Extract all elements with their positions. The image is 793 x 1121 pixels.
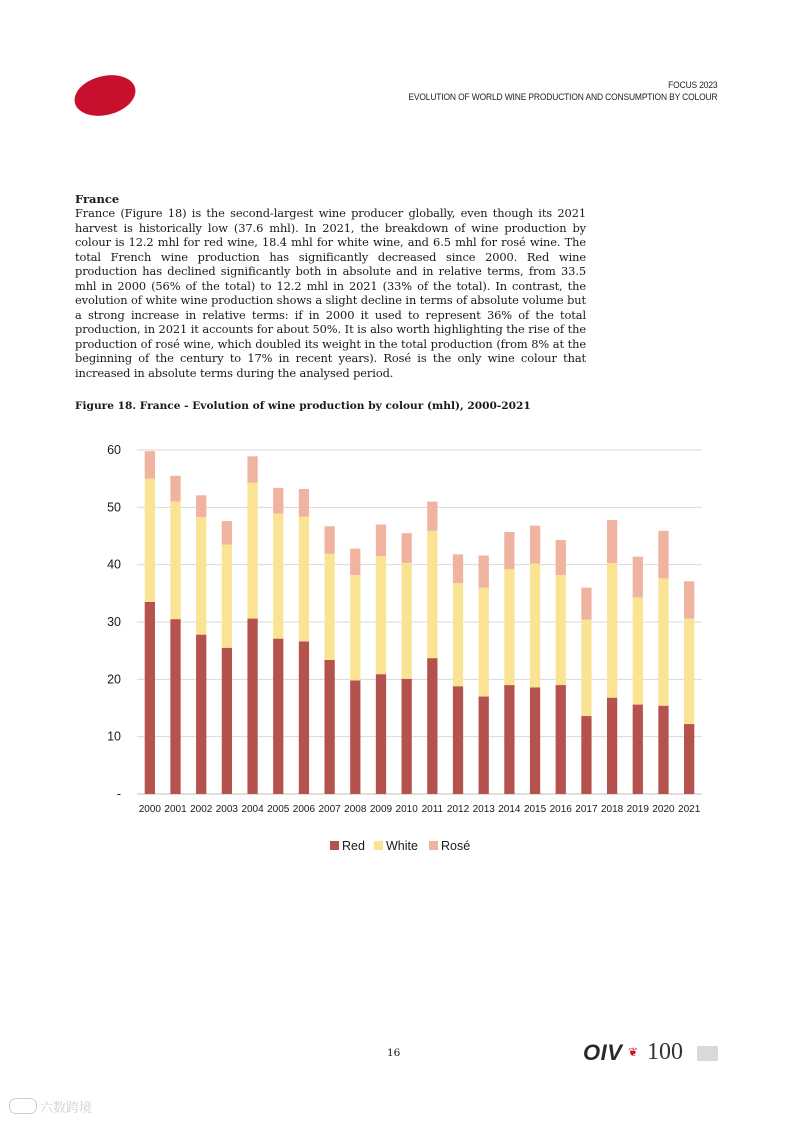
- bar-segment-red: [222, 648, 232, 794]
- x-tick-label: 2019: [626, 804, 649, 815]
- bar-segment-red: [196, 635, 206, 794]
- bar-segment-rose: [504, 532, 514, 569]
- bar-segment-white: [658, 578, 668, 705]
- bar-segment-white: [170, 502, 180, 620]
- bar-segment-red: [479, 697, 489, 794]
- bar-segment-red: [633, 705, 643, 794]
- bar-segment-red: [581, 716, 591, 794]
- bar-segment-rose: [247, 456, 257, 482]
- bar-segment-white: [299, 517, 309, 642]
- bar-segment-rose: [530, 526, 540, 564]
- oiv-logo: OIV: [583, 1040, 623, 1065]
- legend-swatch: [330, 841, 339, 850]
- y-tick-label: 60: [107, 443, 121, 457]
- legend-label: Rosé: [441, 839, 471, 853]
- chart-france-wine-production: [0, 430, 793, 870]
- bar-segment-red: [556, 685, 566, 794]
- bar-segment-rose: [658, 531, 668, 579]
- bar-segment-white: [196, 517, 206, 635]
- bar-segment-white: [684, 619, 694, 724]
- x-tick-label: 2018: [600, 804, 624, 815]
- legend-swatch: [429, 841, 438, 850]
- page-header: [408, 79, 717, 103]
- bar-segment-white: [479, 588, 489, 697]
- x-tick-label: 2013: [472, 804, 495, 815]
- body-paragraph: France (Figure 18) is the second-largest wine producer globally, even though its 2021 harvest is historically low (37.6 mhl). In 2021, the breakdown of wine production by colour is 12.2 mhl for red wine, 18.4 mhl for white wine, and 6.5 mhl for rosé wine. The total French wine production has significantly decreased since 2000. Red wine production has declined significantly both in absolute and in relative terms, from 33.5 mhl in 2000 (56% of the total) to 12.2 mhl in 2021 (33% of the total). In contrast, the evolution of white wine production shows a slight decline in terms of absolute volume but a strong increase in relative terms: if in 2000 it used to represent 36% of the total production, in 2021 it accounts for about 50%. It is also worth highlighting the rise of the production of rosé wine, which doubled its weight in the total production (from 8% at the beginning of the century to 17% in recent years). Rosé is the only wine colour that increased in absolute terms during the analysed period.: [75, 206, 586, 380]
- x-tick-label: 2012: [446, 804, 470, 815]
- bar-segment-white: [350, 575, 360, 680]
- x-tick-label: 2006: [292, 804, 316, 815]
- bar-segment-rose: [402, 533, 412, 563]
- bar-segment-red: [607, 698, 617, 794]
- x-tick-label: 2011: [421, 804, 444, 815]
- bar-segment-red: [324, 660, 334, 794]
- legend-label: Red: [342, 839, 365, 853]
- page-number: 16: [387, 1047, 401, 1059]
- bar-segment-red: [145, 602, 155, 794]
- watermark-text: 六数跨境: [40, 1101, 93, 1116]
- bar-segment-rose: [427, 502, 437, 531]
- bar-segment-white: [581, 620, 591, 716]
- bar-segment-rose: [324, 526, 334, 554]
- x-tick-label: 2017: [575, 804, 598, 815]
- bar-segment-rose: [684, 581, 694, 618]
- x-tick-label: 2009: [369, 804, 393, 815]
- chart-x-axis: [139, 804, 701, 815]
- header-line2: EVOLUTION OF WORLD WINE PRODUCTION AND CONSUMPTION BY COLOUR: [407, 91, 717, 102]
- bar-segment-white: [273, 514, 283, 639]
- bar-segment-rose: [196, 495, 206, 517]
- bar-segment-white: [427, 531, 437, 658]
- x-tick-label: 2020: [652, 804, 675, 815]
- bar-segment-rose: [170, 476, 180, 502]
- bar-segment-red: [658, 706, 668, 794]
- oiv-100-anniversary: 100: [647, 1039, 683, 1065]
- grape-icon: ❦: [628, 1045, 639, 1059]
- bar-segment-red: [530, 687, 540, 794]
- y-tick-label: -: [116, 787, 121, 801]
- bar-segment-white: [402, 563, 412, 679]
- bar-segment-rose: [453, 554, 463, 583]
- x-tick-label: 2014: [498, 804, 521, 815]
- bar-segment-rose: [479, 555, 489, 587]
- x-tick-label: 2001: [164, 804, 187, 815]
- chart-y-axis: [107, 443, 121, 801]
- bar-segment-red: [273, 639, 283, 794]
- logo-red-ellipse: [70, 69, 140, 122]
- bar-segment-white: [324, 554, 334, 660]
- figure-caption: Figure 18. France - Evolution of wine production by colour (mhl), 2000-2021: [75, 400, 531, 412]
- bar-segment-rose: [556, 540, 566, 575]
- x-tick-label: 2008: [344, 804, 367, 815]
- bar-segment-red: [299, 641, 309, 794]
- bar-segment-rose: [145, 451, 155, 479]
- bar-segment-white: [453, 583, 463, 686]
- x-tick-label: 2004: [241, 804, 264, 815]
- x-tick-label: 2002: [190, 804, 213, 815]
- bar-segment-rose: [273, 488, 283, 514]
- bar-segment-white: [607, 563, 617, 698]
- bar-segment-white: [145, 479, 155, 602]
- anniversary-seal-icon: [697, 1046, 718, 1061]
- chart-bars: [145, 451, 695, 794]
- bar-segment-rose: [350, 549, 360, 575]
- bar-segment-white: [247, 483, 257, 619]
- x-tick-label: 2015: [523, 804, 547, 815]
- bar-segment-rose: [376, 525, 386, 557]
- bar-segment-rose: [299, 489, 309, 517]
- bar-segment-white: [556, 575, 566, 685]
- bar-segment-white: [504, 569, 514, 685]
- x-tick-label: 2016: [549, 804, 572, 815]
- y-tick-label: 20: [107, 672, 121, 687]
- bar-segment-red: [247, 619, 257, 794]
- bar-segment-red: [402, 679, 412, 794]
- bar-segment-white: [633, 597, 643, 704]
- bar-segment-rose: [222, 521, 232, 545]
- bar-segment-rose: [581, 588, 591, 620]
- bar-segment-red: [427, 658, 437, 794]
- x-tick-label: 2010: [395, 804, 418, 815]
- bar-segment-white: [376, 556, 386, 674]
- bar-segment-red: [504, 685, 514, 794]
- legend-label: White: [386, 839, 418, 853]
- bar-segment-rose: [607, 520, 617, 563]
- bar-segment-white: [222, 545, 232, 648]
- legend-swatch: [374, 841, 383, 850]
- bar-segment-red: [350, 680, 360, 794]
- x-tick-label: 2005: [267, 804, 290, 815]
- bar-segment-white: [530, 564, 540, 688]
- y-tick-label: 30: [107, 615, 121, 629]
- bar-segment-red: [453, 686, 463, 794]
- y-tick-label: 40: [107, 557, 121, 572]
- watermark-logo-icon: [9, 1098, 37, 1114]
- header-line1: FOCUS 2023: [667, 79, 717, 90]
- chart-legend: [330, 839, 470, 853]
- bar-segment-red: [376, 674, 386, 794]
- x-tick-label: 2007: [318, 804, 341, 815]
- y-tick-label: 50: [107, 500, 121, 515]
- y-tick-label: 10: [107, 729, 121, 744]
- x-tick-label: 2000: [138, 804, 161, 815]
- x-tick-label: 2003: [215, 804, 239, 815]
- section-title: France: [75, 192, 120, 206]
- bar-segment-rose: [633, 557, 643, 598]
- bar-segment-red: [684, 724, 694, 794]
- bar-segment-red: [170, 619, 180, 794]
- x-tick-label: 2021: [678, 804, 701, 815]
